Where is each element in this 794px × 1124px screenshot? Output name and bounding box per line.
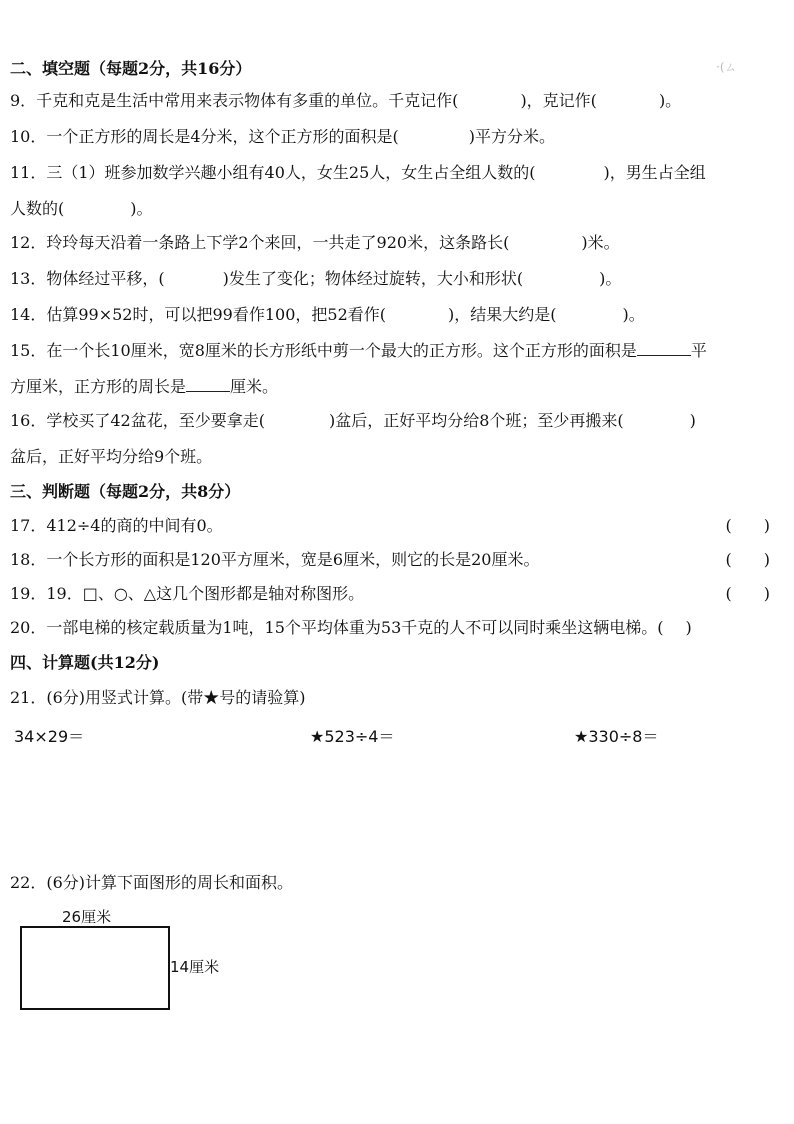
question-10 bbox=[10, 126, 784, 148]
q14-text-c: )。 bbox=[622, 305, 645, 324]
expr-34x29: 34×29＝ bbox=[14, 727, 85, 746]
question-9 bbox=[10, 90, 784, 112]
question-13 bbox=[10, 268, 784, 290]
q17-text: 17．412÷4的商的中间有0。 bbox=[10, 516, 223, 535]
q16-text-d: 盆后，正好平均分给9个班。 bbox=[10, 447, 213, 466]
q12-text-b: )米。 bbox=[581, 233, 620, 252]
q16-text-c: ) bbox=[689, 411, 696, 430]
question-17 bbox=[10, 515, 784, 537]
q20-answer-paren[interactable]: ) bbox=[685, 618, 692, 637]
q15-text-c: 方厘米，正方形的周长是 bbox=[10, 377, 187, 396]
q13-text-a: 13．物体经过平移，( bbox=[10, 269, 165, 288]
q18-text: 18．一个长方形的面积是120平方厘米，宽是6厘米，则它的长是20厘米。 bbox=[10, 550, 540, 569]
question-11-cont bbox=[10, 198, 784, 220]
question-15 bbox=[10, 340, 784, 362]
rect-width-label: 26厘米 bbox=[62, 908, 112, 926]
rectangle-figure bbox=[20, 926, 170, 1010]
q20-text: 20．一部电梯的核定载质量为1吨，15个平均体重为53千克的人不可以同时乘坐这辆电梯。( bbox=[10, 618, 664, 637]
question-16 bbox=[10, 410, 784, 432]
q16-text-b: )盆后，正好平均分给8个班；至少再搬来( bbox=[328, 411, 624, 430]
q9-text-c: )。 bbox=[658, 91, 682, 110]
q17-answer-paren[interactable]: ( ) bbox=[725, 516, 770, 535]
q11-text-b: )，男生占全组 bbox=[603, 163, 706, 182]
q13-text-b: )发生了变化；物体经过旋转，大小和形状( bbox=[222, 269, 524, 288]
question-14 bbox=[10, 304, 784, 326]
expr-330-div-8: ★330÷8＝ bbox=[574, 727, 659, 746]
q15-text-d: 厘米。 bbox=[230, 377, 279, 396]
fill-blank-heading: 二、填空题（每题2分，共16分） bbox=[10, 59, 252, 78]
q12-text-a: 12．玲玲每天沿着一条路上下学2个来回，一共走了920米，这条路长( bbox=[10, 233, 510, 252]
q14-text-b: )，结果大约是( bbox=[448, 305, 557, 324]
q10-text-a: 10．一个正方形的周长是4分米，这个正方形的面积是( bbox=[10, 127, 399, 146]
question-21: 21．(6分)用竖式计算。(带★号的请验算) bbox=[10, 688, 306, 707]
rect-height-label: 14厘米 bbox=[170, 958, 220, 976]
q9-text-a: 9．千克和克是生活中常用来表示物体有多重的单位。千克记作( bbox=[10, 91, 459, 110]
q15-blank-1[interactable] bbox=[637, 341, 691, 356]
q13-text-c: )。 bbox=[599, 269, 622, 288]
question-16-cont bbox=[10, 446, 784, 468]
question-11 bbox=[10, 162, 784, 184]
q11-text-d: )。 bbox=[130, 199, 153, 218]
question-15-cont bbox=[10, 376, 784, 398]
question-12 bbox=[10, 232, 784, 254]
question-20 bbox=[10, 617, 784, 639]
q11-text-a: 11．三（1）班参加数学兴趣小组有40人，女生25人，女生占全组人数的( bbox=[10, 163, 536, 182]
q10-text-b: )平方分米。 bbox=[468, 127, 556, 146]
q19-answer-paren[interactable]: ( ) bbox=[725, 584, 770, 603]
q9-text-b: )，克记作( bbox=[520, 91, 597, 110]
judge-heading: 三、判断题（每题2分，共8分） bbox=[10, 482, 241, 501]
question-22: 22．(6分)计算下面图形的周长和面积。 bbox=[10, 873, 294, 892]
q15-blank-2[interactable] bbox=[186, 377, 230, 392]
q16-text-a: 16．学校买了42盆花，至少要拿走( bbox=[10, 411, 265, 430]
q11-text-c: 人数的( bbox=[10, 199, 65, 218]
q19-text: 19．19．□、○、△这几个图形都是轴对称图形。 bbox=[10, 584, 365, 603]
question-19 bbox=[10, 583, 784, 605]
question-18 bbox=[10, 549, 784, 571]
calc-heading: 四、计算题(共12分) bbox=[10, 653, 160, 672]
expr-523-div-4: ★523÷4＝ bbox=[310, 727, 395, 746]
q18-answer-paren[interactable]: ( ) bbox=[725, 550, 770, 569]
q15-text-a: 15．在一个长10厘米，宽8厘米的长方形纸中剪一个最大的正方形。这个正方形的面积是 bbox=[10, 341, 637, 360]
scan-mark: ·(ㄙ bbox=[716, 60, 737, 74]
q15-text-b: 平 bbox=[690, 341, 707, 360]
q14-text-a: 14．估算99×52时，可以把99看作100，把52看作( bbox=[10, 305, 386, 324]
